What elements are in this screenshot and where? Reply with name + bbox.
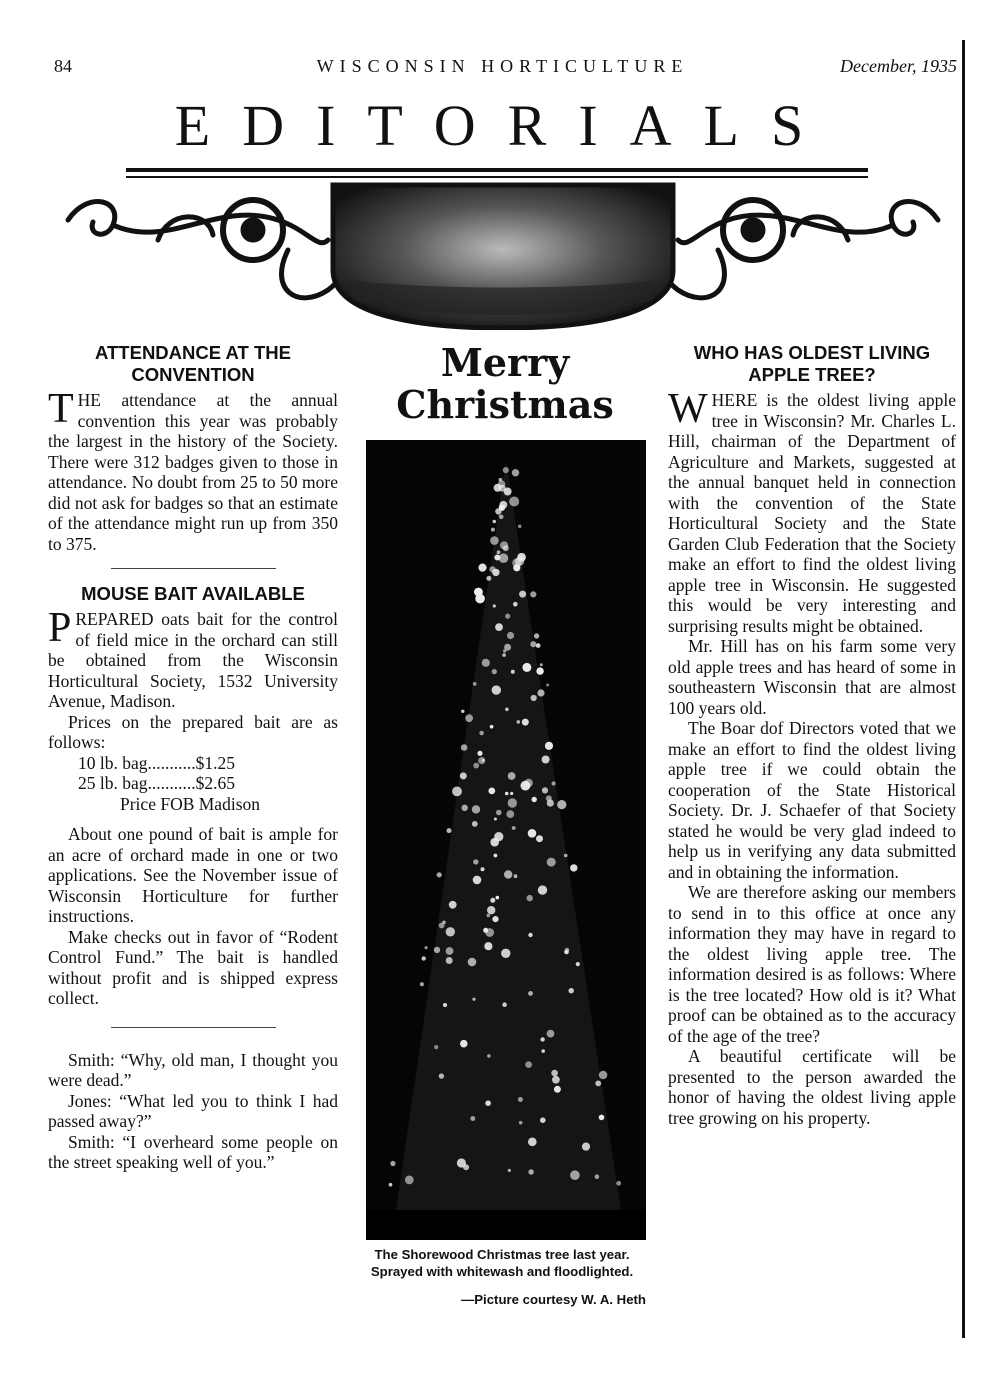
tree-light: [496, 810, 502, 816]
tree-light: [495, 508, 501, 514]
tree-light: [490, 536, 499, 545]
tree-light: [446, 927, 455, 936]
tree-light: [570, 1170, 580, 1180]
tree-light: [494, 818, 497, 821]
mouse-bait-heading: MOUSE BAIT AVAILABLE: [81, 583, 305, 604]
tree-light: [531, 695, 537, 701]
tree-light: [494, 555, 500, 561]
tree-light: [425, 946, 428, 949]
tree-light: [595, 1174, 600, 1179]
tree-light: [599, 1115, 605, 1121]
tree-light: [527, 895, 533, 901]
tree-light: [511, 670, 515, 674]
tree-light: [552, 1076, 560, 1084]
tree-light: [540, 663, 543, 666]
section-title: EDITORIALS: [174, 93, 836, 158]
apple-tree-paragraph-1: WHERE is the oldest living apple tree in Wisconsin? Mr. Charles L. Hill, chairman of the Department of Agriculture and Markets, suggested at the annual banquet held in connection with the convention of the State Horticultural Society and the State Garden Club Federation that the Society make an effort to find the oldest living apple tree in Wisconsin. He suggested this would be very interesting and surprising results might be obtained.: [668, 386, 956, 636]
tree-light: [595, 1081, 601, 1087]
tree-light: [461, 744, 468, 751]
tree-light: [449, 901, 457, 909]
tree-light: [528, 991, 533, 996]
tree-light: [502, 1002, 507, 1007]
tree-light: [554, 1086, 561, 1093]
tree-light: [546, 684, 549, 687]
tree-light: [496, 896, 500, 900]
tree-light: [446, 957, 453, 964]
tree-light: [487, 1054, 491, 1058]
tree-light: [457, 1158, 466, 1167]
apple-tree-paragraph-2: Mr. Hill has on his farm some very old apple trees and has heard of some in southeastern Wisconsin that are almost 100 years old.: [668, 636, 956, 718]
tree-light: [473, 876, 482, 885]
tree-light: [505, 614, 510, 619]
tree-light: [565, 948, 570, 953]
apple-tree-paragraph-3: The Boar dof Directors voted that we make an effort to find the oldest living apple tree if we could obtain the cooperation of the State Historical Society. Dr. J. Schaefer of that Society stated he would be very glad indeed to help us in verifying any data submitted and in obtaining the information.: [668, 718, 956, 882]
tree-light: [545, 742, 553, 750]
tree-light: [538, 885, 547, 894]
tree-light: [518, 1097, 523, 1102]
tree-light: [569, 988, 574, 993]
merry-text: Merry: [440, 340, 570, 385]
tree-light: [502, 653, 506, 657]
merry-christmas-heading: [360, 342, 650, 426]
tree-light: [551, 1070, 558, 1077]
tree-light: [599, 1071, 607, 1079]
tree-light: [434, 1045, 438, 1049]
issue-date: December, 1935: [840, 56, 957, 76]
tree-light: [497, 550, 501, 554]
tree-light: [492, 685, 501, 694]
tree-light: [437, 872, 442, 877]
tree-light: [470, 1116, 475, 1121]
tree-light: [446, 947, 454, 955]
tree-light: [514, 874, 518, 878]
tree-light: [528, 829, 537, 838]
tree-light: [495, 623, 503, 631]
tree-light: [557, 800, 566, 809]
tree-light: [472, 998, 475, 1001]
tree-light: [504, 870, 512, 878]
left-column: [48, 342, 338, 1173]
right-column: [668, 342, 956, 1128]
apple-tree-paragraph-4: We are therefore asking our members to send in to this office at once any information they may have in regard to the oldest living apple tree. The information desired is as follows: Where is the tree located? How old is it? What proof can be obtained as to the accuracy of the age of the tree?: [668, 882, 956, 1046]
title-rule-thin: [126, 176, 868, 178]
tree-light: [405, 1176, 414, 1185]
tree-light: [481, 867, 485, 871]
tree-light: [537, 689, 544, 696]
tree-light: [547, 858, 556, 867]
tree-light: [536, 643, 541, 648]
tree-light: [473, 763, 479, 769]
page-header: [0, 56, 1005, 86]
page-edge-rule: [962, 40, 965, 1338]
tree-light: [499, 478, 503, 482]
tree-light: [542, 756, 550, 764]
tree-light: [519, 1121, 523, 1125]
tree-light: [525, 779, 533, 787]
tree-light: [484, 942, 492, 950]
tree-light: [503, 467, 509, 473]
tree-light: [528, 1169, 533, 1174]
tree-light: [478, 757, 485, 764]
tree-light: [576, 962, 580, 966]
photo-credit: —Picture courtesy W. A. Heth: [461, 1292, 646, 1307]
tree-light: [519, 591, 526, 598]
joke-line-1: Smith: “Why, old man, I thought you were dead.”: [48, 1049, 338, 1090]
tree-light: [518, 525, 522, 529]
price-line-2: 25 lb. bag...........$2.65: [78, 773, 236, 793]
tree-light: [490, 898, 495, 903]
joke-line-2: Jones: “What led you to think I had passed away?”: [48, 1090, 338, 1131]
tree-light: [512, 826, 516, 830]
tree-light: [546, 795, 552, 801]
tree-light: [485, 1100, 491, 1106]
tree-light: [452, 787, 462, 797]
attendance-drop-cap: T: [48, 386, 74, 432]
tree-light: [486, 576, 491, 581]
tree-light: [488, 788, 495, 795]
tree-light: [490, 838, 499, 847]
tree-light: [468, 958, 477, 967]
tree-light: [447, 828, 452, 833]
tree-light: [493, 520, 497, 524]
tree-light: [508, 798, 517, 807]
tree-light: [460, 772, 467, 779]
tree-light: [525, 1061, 532, 1068]
tree-light: [473, 682, 477, 686]
tree-light: [503, 649, 506, 652]
tree-light: [542, 787, 548, 793]
mouse-bait-paragraph-2: Prices on the prepared bait are as follows:: [48, 711, 338, 752]
tree-light: [517, 553, 526, 562]
tree-light: [485, 928, 494, 937]
price-note: Price FOB Madison: [120, 793, 260, 814]
tree-light: [510, 792, 513, 795]
tree-light: [499, 515, 504, 520]
tree-light: [564, 854, 568, 858]
mouse-bait-paragraph-1: PREPARED oats bait for the control of field mice in the orchard can still be obtained from the Wisconsin Horticultural Society, 1532 University Avenue, Madison.: [48, 605, 338, 711]
tree-light: [513, 564, 520, 571]
tree-light: [472, 821, 478, 827]
tree-light: [536, 667, 543, 674]
apple-tree-paragraph-5: A beautiful certificate will be presented to the person awarded the honor of having the oldest living apple tree growing on his property.: [668, 1046, 956, 1128]
tree-light: [477, 751, 482, 756]
tree-light: [517, 720, 521, 724]
tree-light: [506, 810, 514, 818]
tree-light: [522, 719, 529, 726]
photo-caption: The Shorewood Christmas tree last year. Sprayed with whitewash and floodlighted.: [370, 1247, 634, 1279]
tree-light: [500, 541, 508, 549]
tree-light: [460, 1040, 468, 1048]
tree-light: [491, 528, 495, 532]
attendance-paragraph: THE attendance at the annual convention this year was probably the largest in the history of the Society. There were 312 badges given to those in attendance. No doubt from 25 to 50 more did not ask for badges so that an estimate of the attendance might run up from 350 to 375.: [48, 386, 338, 554]
tree-light: [490, 725, 494, 729]
tree-light: [439, 1073, 444, 1078]
tree-light: [540, 1117, 546, 1123]
tree-light: [501, 949, 510, 958]
tree-light: [528, 933, 532, 937]
mouse-bait-paragraph-3: About one pound of bait is ample for an acre of orchard made in one or two applications. See the November issue of Wisconsin Horticulture for further instructions.: [48, 824, 338, 926]
tree-light: [505, 792, 509, 796]
tree-light: [499, 485, 506, 492]
tree-light: [434, 947, 440, 953]
apple-tree-heading: WHO HAS OLDEST LIVING APPLE TREE?: [693, 342, 931, 385]
tree-light: [493, 604, 496, 607]
tree-light: [389, 1183, 393, 1187]
tree-light: [570, 864, 577, 871]
tree-light: [530, 641, 536, 647]
tree-light: [513, 602, 518, 607]
apple-tree-drop-cap: W: [668, 386, 708, 432]
tree-light: [528, 1138, 537, 1147]
left-scrollwork: [68, 200, 352, 298]
tree-light: [509, 497, 519, 507]
tree-light: [472, 805, 480, 813]
tree-light: [443, 1003, 447, 1007]
tree-light: [507, 632, 514, 639]
ornamental-banner: [48, 180, 958, 330]
page-number: 84: [54, 56, 72, 76]
tree-light: [494, 854, 498, 858]
tree-light: [508, 772, 516, 780]
tree-light: [482, 659, 490, 667]
tree-light: [492, 569, 499, 576]
tree-light: [582, 1143, 590, 1151]
tree-light: [616, 1181, 621, 1186]
tree-light: [442, 921, 446, 925]
tree-light: [508, 1169, 511, 1172]
tree-light: [474, 588, 483, 597]
tree-light: [487, 914, 491, 918]
separator: [111, 568, 276, 569]
tree-light: [534, 633, 539, 638]
attendance-heading: ATTENDANCE AT THE CONVENTION: [95, 342, 291, 385]
tree-light: [479, 731, 484, 736]
tree-light: [487, 906, 495, 914]
magazine-title: WISCONSIN HORTICULTURE: [316, 56, 689, 76]
right-scrollwork: [654, 200, 938, 298]
tree-light: [530, 591, 536, 597]
tree-light: [465, 714, 473, 722]
tree-light: [462, 805, 468, 811]
tree-light: [390, 1161, 395, 1166]
tree-light: [461, 710, 464, 713]
tree-light: [522, 663, 531, 672]
tree-light: [512, 469, 519, 476]
tree-light: [505, 708, 509, 712]
mouse-bait-drop-cap: P: [48, 605, 72, 651]
joke-line-3: Smith: “I overheard some people on the street speaking well of you.”: [48, 1131, 338, 1172]
tree-light: [552, 781, 556, 785]
price-line-1: 10 lb. bag...........$1.25: [78, 752, 236, 773]
tree-light: [492, 916, 498, 922]
tree-light: [478, 564, 486, 572]
separator: [111, 1027, 276, 1028]
tree-light: [536, 835, 543, 842]
tree-light: [420, 982, 424, 986]
tree-light: [473, 859, 478, 864]
mouse-bait-paragraph-4: Make checks out in favor of “Rodent Control Fund.” The bait is handled without profit and is shipped express collect.: [48, 926, 338, 1008]
tree-light: [540, 1037, 544, 1041]
tree-light: [532, 797, 537, 802]
tree-light: [422, 956, 426, 960]
christmas-tree-photo: [366, 440, 646, 1240]
tree-light: [547, 1030, 555, 1038]
tree-light: [541, 1049, 545, 1053]
christmas-text: Christmas: [396, 382, 614, 427]
tree-light: [492, 669, 497, 674]
title-rule-thick: [126, 168, 868, 172]
